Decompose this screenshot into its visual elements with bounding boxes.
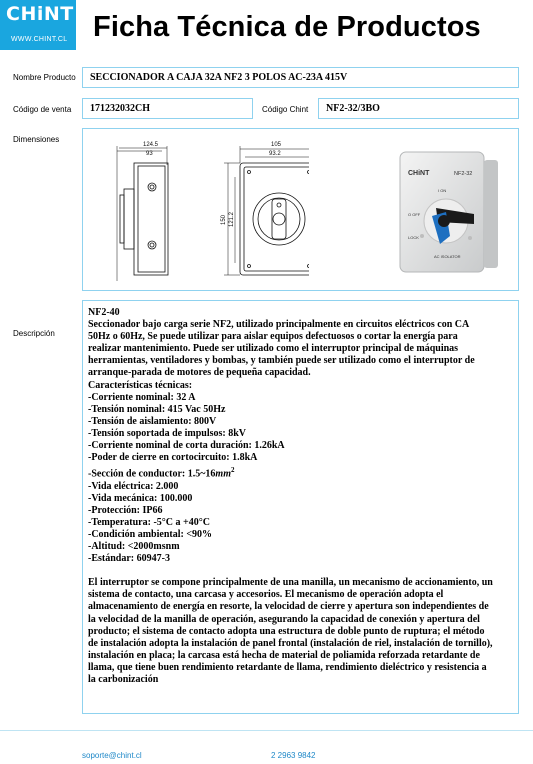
- desc-line: Características técnicas:: [88, 379, 193, 391]
- photo-isolator: AC ISOLATOR: [434, 254, 461, 259]
- field-codigo-chint: [318, 98, 519, 119]
- desc-line-seccion: [88, 464, 518, 480]
- technical-drawing: [83, 129, 309, 289]
- footer-phone: 2 2963 9842: [271, 751, 316, 760]
- photo-lock: LOCK: [408, 235, 419, 240]
- section-exp: 2: [230, 466, 235, 475]
- dim-150: 150: [221, 214, 227, 225]
- desc-paragraph-line: producto; el sistema de contacto adopta una estructura de doble punto de ruptura; el método: [88, 625, 485, 637]
- desc-line: -Protección: IP66: [88, 504, 163, 516]
- footer-divider: [0, 730, 533, 731]
- field-codigo-venta: [82, 98, 253, 119]
- dim-105: 105: [271, 142, 282, 148]
- desc-line: -Estándar: 60947-3: [88, 553, 170, 565]
- desc-line: realizar mantenimiento. Puede ser utilizado como el interruptor principal de máquinas: [88, 343, 459, 355]
- dim-93-2: 93.2: [269, 151, 281, 157]
- desc-line: -Vida eléctrica: 2.000: [88, 480, 179, 492]
- desc-line: -Tensión de aislamiento: 800V: [88, 415, 217, 427]
- desc-paragraph-line: de instalación adopta la instalación de panel frontal (instalación de riel, instalación de tornillo),: [88, 637, 493, 649]
- desc-line: -Condición ambiental: <90%: [88, 529, 213, 541]
- label-codigo-venta: Código de venta: [13, 105, 72, 114]
- product-photo: [396, 146, 506, 276]
- page-title: Ficha Técnica de Productos: [93, 11, 481, 43]
- desc-line: NF2-40: [88, 307, 120, 318]
- dimensions-panel: [82, 128, 519, 291]
- desc-paragraph-line: la velocidad de la manilla de operación, asegurando la capacidad de conexión y apertura del: [88, 613, 480, 625]
- desc-line: Seccionador bajo carga serie NF2, utilizado principalmente en circuitos eléctricos con CA: [88, 319, 470, 331]
- dim-124-5: 124.5: [143, 142, 159, 148]
- desc-paragraph-line: instalación en placa; la carcasa está hecha de material de poliamida reforzada retardante de: [88, 649, 480, 661]
- desc-line: -Temperatura: -5°C a +40°C: [88, 516, 210, 528]
- desc-line: -Altitud: <2000msnm: [88, 541, 180, 553]
- logo-url: WWW.CHINT.CL: [11, 36, 68, 43]
- desc-line: arranque-parada de motores de pequeña capacidad.: [88, 367, 311, 379]
- desc-line: -Tensión soportada de impulsos: 8kV: [88, 427, 247, 439]
- desc-line: -Vida mecánica: 100.000: [88, 492, 193, 504]
- label-descripcion: Descripción: [13, 329, 55, 338]
- paragraph-gap: [88, 565, 518, 577]
- value-codigo-chint: NF2-32/3BO: [326, 103, 380, 114]
- desc-line: -Poder de cierre en cortocircuito: 1.8kA: [88, 452, 258, 464]
- dim-121-2: 121.2: [229, 211, 235, 227]
- section-unit: mm: [215, 468, 231, 480]
- desc-line: herramientas, ventiladores y bombas, y también puede ser utilizado como el interruptor de: [88, 355, 475, 367]
- value-codigo-venta: 171232032CH: [90, 103, 150, 114]
- desc-line-seccion-text: -Sección de conductor: 1.5~16: [88, 468, 216, 480]
- label-codigo-chint: Código Chint: [262, 105, 309, 114]
- desc-line: -Tensión nominal: 415 Vac 50Hz: [88, 403, 226, 415]
- desc-paragraph-line: la carbonización: [88, 674, 159, 686]
- label-nombre-producto: Nombre Producto: [13, 73, 76, 82]
- description-panel: [82, 300, 519, 714]
- desc-paragraph-line: sistema de contacto, una carcasa y accesorios. El mecanismo de operación adopta el: [88, 589, 444, 601]
- photo-brand: CHiNT: [408, 170, 430, 177]
- dim-93: 93: [146, 151, 153, 157]
- desc-paragraph-line: El interruptor se compone principalmente de una manilla, un mecanismo de accionamiento, un: [88, 577, 493, 589]
- desc-line: -Corriente nominal: 32 A: [88, 391, 196, 403]
- desc-line: 50Hz o 60Hz, Se puede utilizar para aislar equipos defectuosos o cortar la energía para: [88, 331, 458, 343]
- logo: [0, 0, 76, 50]
- desc-paragraph-line: llama, que tiene buen rendimiento retardante de llama, rendimiento dieléctrico y resistencia a: [88, 661, 487, 673]
- value-nombre-producto: SECCIONADOR A CAJA 32A NF2 3 POLOS AC-23A 415V: [90, 72, 348, 83]
- label-dimensiones: Dimensiones: [13, 135, 60, 144]
- field-nombre-producto: [82, 67, 519, 88]
- desc-line: -Corriente nominal de corta duración: 1.26kA: [88, 440, 285, 452]
- photo-off: O OFF: [408, 212, 421, 217]
- photo-model: NF2-32: [454, 171, 473, 177]
- photo-on: I ON: [438, 188, 447, 193]
- description-text: [88, 307, 518, 686]
- logo-text: CHiNT: [6, 3, 74, 25]
- desc-paragraph-line: almacenamiento de energía en resorte, la velocidad de cierre y apertura son independientes de: [88, 601, 489, 613]
- footer-email-link[interactable]: soporte@chint.cl: [82, 751, 142, 760]
